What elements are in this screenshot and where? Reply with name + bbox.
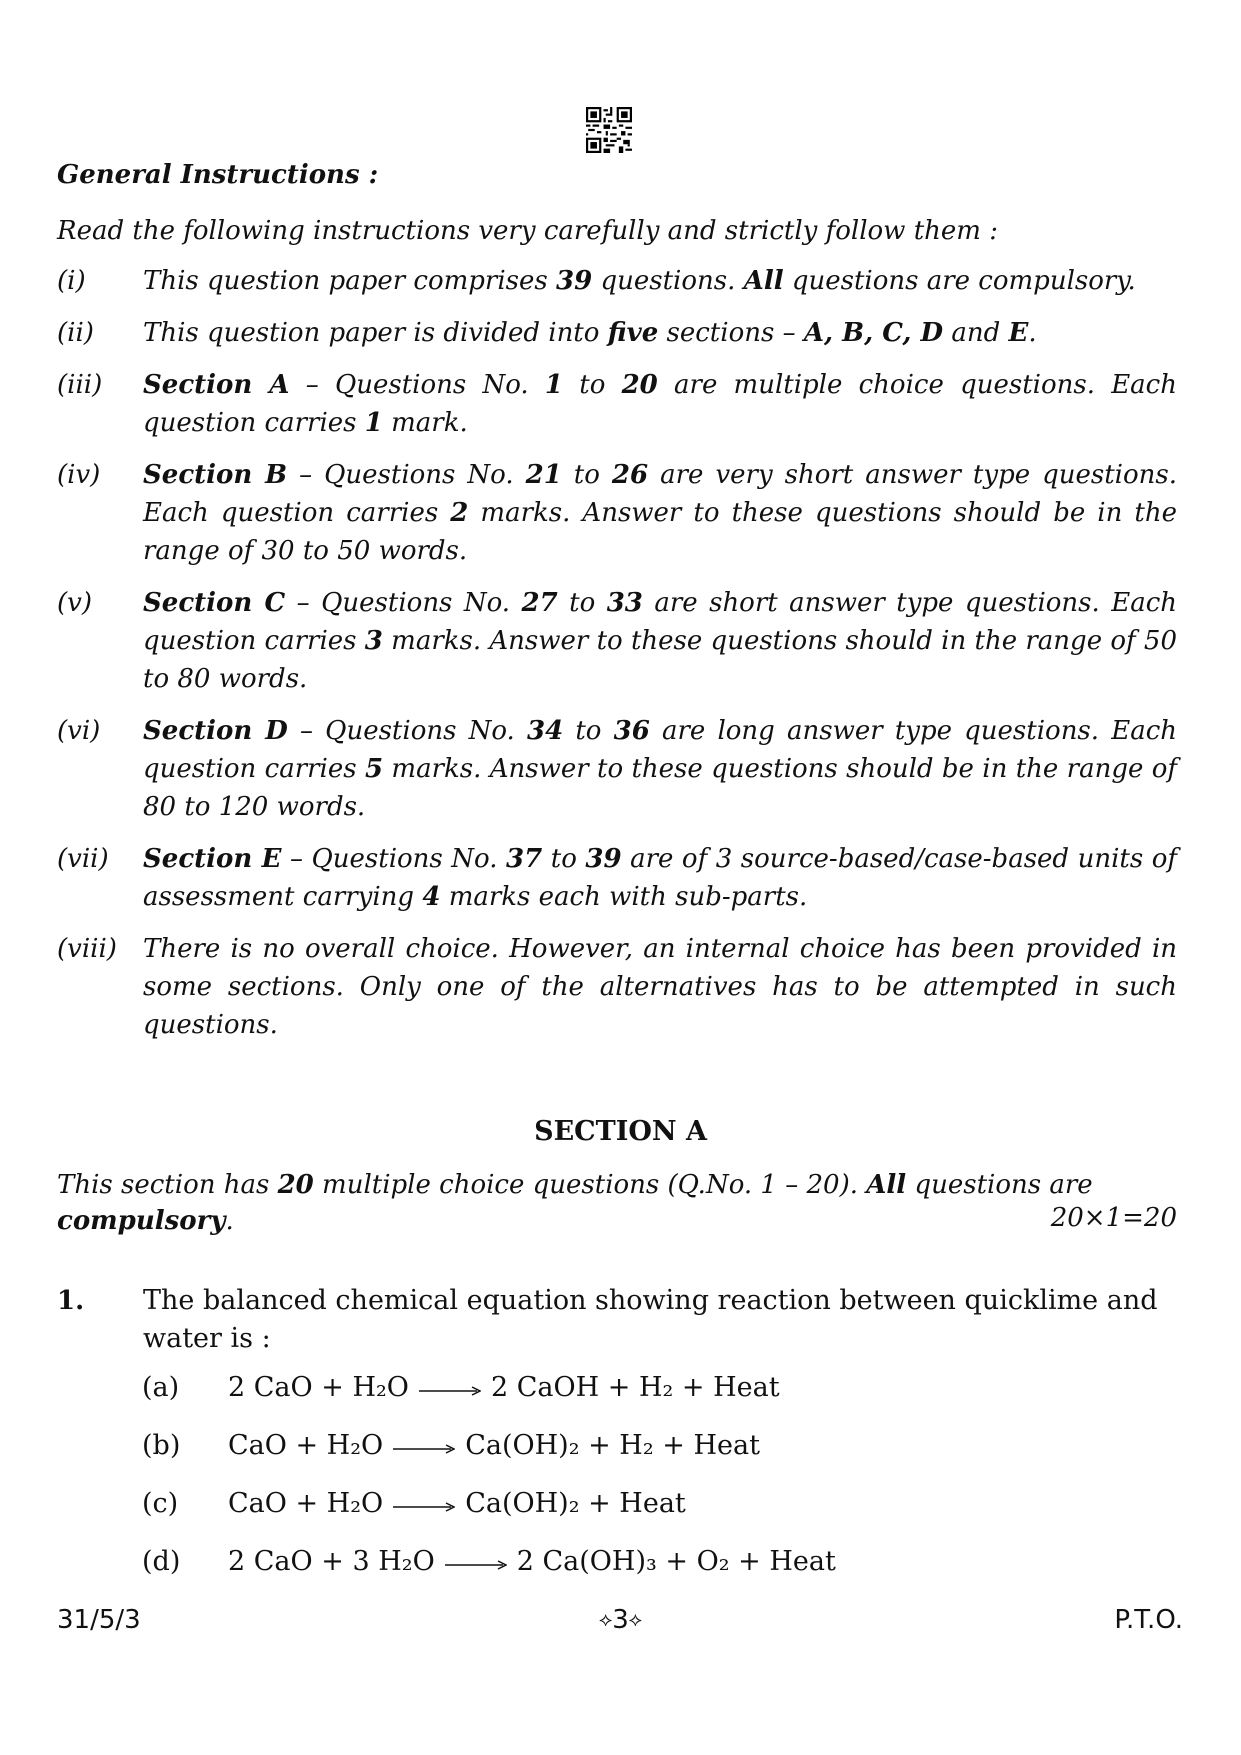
equation-lhs: CaO + H₂O bbox=[228, 1488, 384, 1519]
option-d[interactable] bbox=[142, 1546, 836, 1577]
equation-rhs: 2 Ca(OH)₃ + O₂ + Heat bbox=[516, 1546, 836, 1577]
qr-code-icon bbox=[586, 107, 632, 153]
instruction-text: Section C – Questions No. 27 to 33 are short answer type questions. Each question carries 3 marks. Answer to these questions should in the range of 50 to 80 words. bbox=[143, 588, 1177, 694]
instruction-item bbox=[57, 262, 1177, 300]
option-label: (b) bbox=[142, 1430, 181, 1461]
instruction-number: (viii) bbox=[57, 934, 117, 964]
instruction-text: Section A – Questions No. 1 to 20 are multiple choice questions. Each question carries 1 mark. bbox=[143, 370, 1177, 438]
instruction-number: (vii) bbox=[57, 844, 109, 874]
instruction-item bbox=[57, 456, 1177, 570]
instruction-text: Section E – Questions No. 37 to 39 are of 3 source-based/case-based units of assessment carrying 4 marks each with sub-parts. bbox=[143, 844, 1177, 912]
section-a-marks: 20×1=20 bbox=[1050, 1203, 1177, 1233]
instruction-text: This question paper is divided into five sections – A, B, C, D and E. bbox=[143, 318, 1037, 348]
paper-code: 31/5/3 bbox=[57, 1605, 141, 1635]
reaction-arrow-icon bbox=[393, 1502, 455, 1512]
question-1 bbox=[57, 1282, 1177, 1358]
reaction-arrow-icon bbox=[445, 1560, 507, 1570]
section-a-title: SECTION A bbox=[534, 1116, 707, 1147]
question-number: 1. bbox=[57, 1286, 85, 1316]
instruction-text: There is no overall choice. However, an internal choice has been provided in some sections. Only one of the alternatives has to be attempted in such questions. bbox=[143, 934, 1177, 1040]
instruction-item bbox=[57, 712, 1177, 826]
page-number bbox=[0, 1605, 1241, 1635]
equation-rhs: Ca(OH)₂ + Heat bbox=[465, 1488, 686, 1519]
instruction-number: (vi) bbox=[57, 716, 101, 746]
instruction-item bbox=[57, 584, 1177, 698]
instruction-text: Section B – Questions No. 21 to 26 are very short answer type questions. Each question carries 2 marks. Answer to these questions should be in the range of 30 to 50 words. bbox=[143, 460, 1177, 566]
instruction-item bbox=[57, 930, 1177, 1044]
option-c[interactable] bbox=[142, 1488, 686, 1519]
instruction-number: (i) bbox=[57, 266, 86, 296]
page-number-value: 3 bbox=[612, 1605, 629, 1635]
equation-rhs: Ca(OH)₂ + H₂ + Heat bbox=[465, 1430, 760, 1461]
instruction-number: (iv) bbox=[57, 460, 101, 490]
equation-lhs: 2 CaO + H₂O bbox=[228, 1372, 409, 1403]
instruction-item bbox=[57, 366, 1177, 442]
option-b[interactable] bbox=[142, 1430, 760, 1461]
instruction-number: (iii) bbox=[57, 370, 103, 400]
equation-lhs: 2 CaO + 3 H₂O bbox=[228, 1546, 435, 1577]
diamond-ornament-icon: ⟡ bbox=[628, 1607, 642, 1631]
instruction-item bbox=[57, 314, 1177, 352]
instruction-number: (v) bbox=[57, 588, 92, 618]
section-a-description: This section has 20 multiple choice questions (Q.No. 1 – 20). All questions are compulsory. bbox=[57, 1170, 1093, 1236]
reaction-arrow-icon bbox=[419, 1386, 481, 1396]
instructions-lead: Read the following instructions very carefully and strictly follow them : bbox=[57, 216, 998, 246]
option-label: (a) bbox=[142, 1372, 180, 1403]
option-label: (c) bbox=[142, 1488, 179, 1519]
reaction-arrow-icon bbox=[393, 1444, 455, 1454]
diamond-ornament-icon: ⟡ bbox=[598, 1607, 613, 1631]
general-instructions-heading: General Instructions : bbox=[57, 160, 379, 190]
instruction-text: Section D – Questions No. 34 to 36 are long answer type questions. Each question carries 5 marks. Answer to these questions should be in the range of 80 to 120 words. bbox=[143, 716, 1177, 822]
instruction-text: This question paper comprises 39 questions. All questions are compulsory. bbox=[143, 266, 1136, 296]
instruction-number: (ii) bbox=[57, 318, 94, 348]
equation-rhs: 2 CaOH + H₂ + Heat bbox=[490, 1372, 780, 1403]
pto-label: P.T.O. bbox=[1114, 1605, 1183, 1635]
instruction-item bbox=[57, 840, 1177, 916]
option-label: (d) bbox=[142, 1546, 181, 1577]
question-text: The balanced chemical equation showing reaction between quicklime and water is : bbox=[143, 1285, 1158, 1354]
option-a[interactable] bbox=[142, 1372, 780, 1403]
equation-lhs: CaO + H₂O bbox=[228, 1430, 384, 1461]
